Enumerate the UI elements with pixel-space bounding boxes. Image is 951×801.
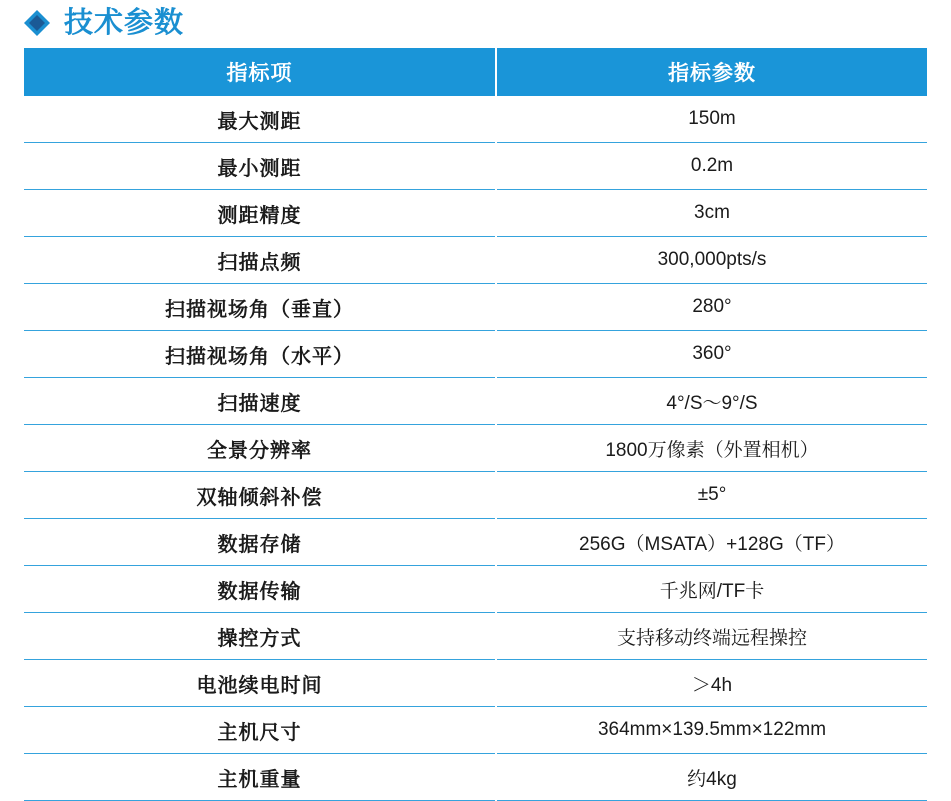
table-row [24,566,927,613]
row-label: 操控方式 [24,613,496,660]
table-row [24,96,927,143]
row-label: 扫描速度 [24,378,496,425]
row-value: 300,000pts/s [496,237,927,284]
row-value: 364mm×139.5mm×122mm [496,707,927,754]
row-label: 最大测距 [24,96,496,143]
table-row [24,613,927,660]
table-head [24,48,927,96]
page-title: 技术参数 [64,6,185,39]
table-row [24,237,927,284]
row-label: 主机尺寸 [24,707,496,754]
table-row [24,519,927,566]
row-value: 3cm [496,190,927,237]
row-value: ＞4h [496,660,927,707]
row-label: 测距精度 [24,190,496,237]
diamond-icon [22,8,52,38]
row-label: 数据存储 [24,519,496,566]
row-label: 双轴倾斜补偿 [24,472,496,519]
row-value: 280° [496,284,927,331]
table-row [24,754,927,801]
table-row [24,425,927,472]
column-header-parameter: 指标参数 [496,48,927,96]
row-value: 150m [496,96,927,143]
row-label: 电池续电时间 [24,660,496,707]
table-row [24,378,927,425]
row-value: 4°/S～9°/S [496,378,927,425]
column-header-item: 指标项 [24,48,496,96]
row-label: 最小测距 [24,143,496,190]
table-row [24,660,927,707]
spec-table [24,48,927,801]
row-label: 全景分辨率 [24,425,496,472]
row-label: 扫描视场角（水平） [24,331,496,378]
table-header-row [24,48,927,96]
row-value: 支持移动终端远程操控 [496,613,927,660]
table-row [24,143,927,190]
row-value: 0.2m [496,143,927,190]
row-value: 360° [496,331,927,378]
row-value: 1800万像素（外置相机） [496,425,927,472]
row-value: 256G（MSATA）+128G（TF） [496,519,927,566]
row-value: 约4kg [496,754,927,801]
table-body [24,96,927,801]
row-label: 扫描视场角（垂直） [24,284,496,331]
row-label: 扫描点频 [24,237,496,284]
table-row [24,284,927,331]
table-row [24,707,927,754]
section-header [0,0,951,48]
table-row [24,190,927,237]
row-label: 数据传输 [24,566,496,613]
table-row [24,472,927,519]
row-value: 千兆网/TF卡 [496,566,927,613]
row-label: 主机重量 [24,754,496,801]
table-row [24,331,927,378]
row-value: ±5° [496,472,927,519]
